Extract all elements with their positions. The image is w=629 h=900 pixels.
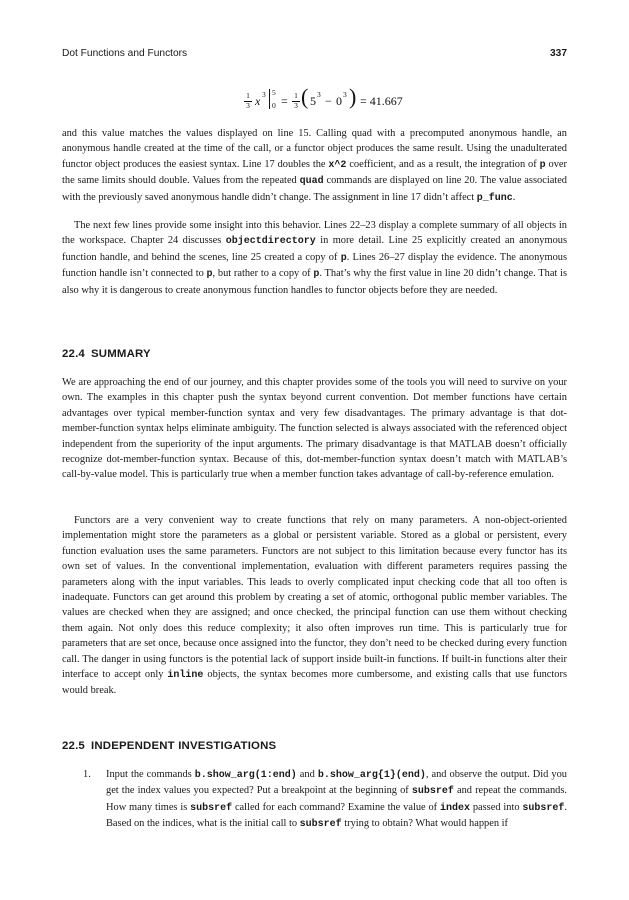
minus-sign: − — [325, 94, 332, 108]
paragraph-insight: The next few lines provide some insight into this behavior. Lines 22–23 display a complete summary of all objects in the workspace. Chapter 24 discusses objectdirectory in more detail. Line 25 explicitly created an anonymous function handle, and behind the scenes, line 25 created a copy of p. Lines 26–27 display the evidence. The anonymous function handle isn’t connected to p, but rather to a copy of p. That’s why the first value in line 20 didn’t change. That is also why it is dangerous to create anonymous function handles to functor objects before they are needed. — [62, 220, 568, 296]
code-quad: quad — [299, 176, 324, 188]
fraction-one-third-second: 1 3 — [292, 92, 300, 110]
paragraph-summary-functors: Functors are a very convenient way to create functions that rely on many parameters. A non-object-oriented implementation might store the parameters as a global or persistent variable. Stored as a global or persistent, every function evaluation uses the same parameters. Functors are not subject to this limitation because every functor has its own set of values. In the conventional implementation, evaluation with different parameters requires passing the parameters along with the input variables. This leads to overly complicated input checking code that all too often is inadequate. Functors can get around this problem by creating a set of atomic, orthogonal public member variables. The values are checked when they are assigned; and once checked, the principal function can use them without checking them again. Not only does this reduce complexity; it also often improves run time. This is particularly true for parameters that are set once, because once assigned into the functor, they don’t need to be checked during every function call. The danger in using functors is the potential lack of support inside built-in functions. If built-in functions alter their interface to accept only inline objects, the syntax becomes more cumbersome, and existing calls that use functors would break. — [62, 515, 568, 697]
left-paren: ( — [301, 84, 309, 109]
code-show-arg-cell: b.show_arg{1}(end) — [317, 770, 426, 781]
x-exponent: 3 — [262, 90, 266, 99]
base-zero: 0 — [336, 94, 342, 108]
zero-exponent: 3 — [343, 90, 347, 99]
lower-limit: 0 — [272, 101, 276, 110]
list-marker: 1. — [83, 769, 91, 780]
variable-x: x — [255, 94, 261, 108]
section-heading-summary — [62, 348, 567, 360]
integral-equation — [240, 84, 500, 117]
section-heading-investigations — [62, 740, 567, 752]
right-paren: ) — [349, 84, 357, 109]
five-exponent: 3 — [317, 90, 321, 99]
evaluation-bar — [269, 89, 270, 109]
code-p: p — [313, 269, 320, 281]
code-objectdirectory: objectdirectory — [225, 236, 316, 248]
code-inline: inline — [167, 670, 204, 682]
code-subsref: subsref — [522, 802, 565, 814]
code-index: index — [439, 802, 470, 814]
equals-sign: = — [281, 94, 288, 108]
code-subsref: subsref — [299, 819, 342, 831]
equation-result: = 41.667 — [360, 94, 403, 108]
code-show-arg-range: b.show_arg(1:end) — [194, 770, 297, 781]
code-p: p — [340, 252, 347, 264]
section-number: 22.4 — [62, 348, 85, 360]
code-p: p — [539, 159, 546, 171]
running-title: Dot Functions and Functors — [62, 48, 188, 59]
code-p-func: p_func — [476, 192, 513, 204]
code-subsref: subsref — [411, 786, 454, 798]
section-title: INDEPENDENT INVESTIGATIONS — [90, 740, 277, 752]
fraction-one-third: 1 3 — [244, 92, 252, 110]
code-x-squared: x^2 — [328, 159, 347, 171]
section-number: 22.5 — [62, 740, 85, 752]
list-item — [62, 767, 567, 833]
paragraph-quad-results: and this value matches the values displayed on line 15. Calling quad with a precomputed anonymous handle, an anonymous handle created at the time of the call, or a functor object produces the same result. Using the unadulterated functor object produces the easiest syntax. Line 17 doubles the x^2 coefficient, and as a result, the integration of p over the same limits should double. Values from the repeated quad commands are displayed on line 20. The value associated with the previously saved anonymous handle didn’t change. The assignment in line 17 didn’t affect p_func. — [62, 128, 568, 204]
base-five: 5 — [310, 94, 316, 108]
upper-limit: 5 — [272, 88, 276, 97]
code-subsref: subsref — [190, 802, 233, 814]
page-number: 337 — [550, 48, 567, 59]
section-title: SUMMARY — [90, 348, 151, 360]
paragraph-summary-dot-functions: We are approaching the end of our journey, and this chapter provides some of the tools you will need to survive on your own. The examples in this chapter push the syntax beyond current convention. Dot member functions have certain advantages over typical member-function syntax and very few disadvantages. The primary advantage is that dot-member-function syntax helps eliminate ambiguity. The function selected is always associated with the referenced object independent from the superiority of the input arguments. The primary disadvantage is that MATLAB doesn’t officially recognize dot-member-function syntax. Because of this, dot-member-function syntax doesn’t match with MATLAB’s call-by-value model. This is particularly true when a member function takes advantage of call-by-reference emulation. — [62, 377, 567, 481]
list-item-text: Input the commands b.show_arg(1:end) and b.show_arg{1}(end), and observe the output. Did you get the index values you expected? Put a breakpoint at the beginning of subsref and repeat the commands. How many times is subsref called for each command? Examine the value of index passed into subsref. Based on the indices, what is the initial call to subsref trying to obtain? What would happen if — [106, 769, 567, 831]
code-p: p — [206, 269, 213, 281]
page-header — [62, 48, 567, 64]
